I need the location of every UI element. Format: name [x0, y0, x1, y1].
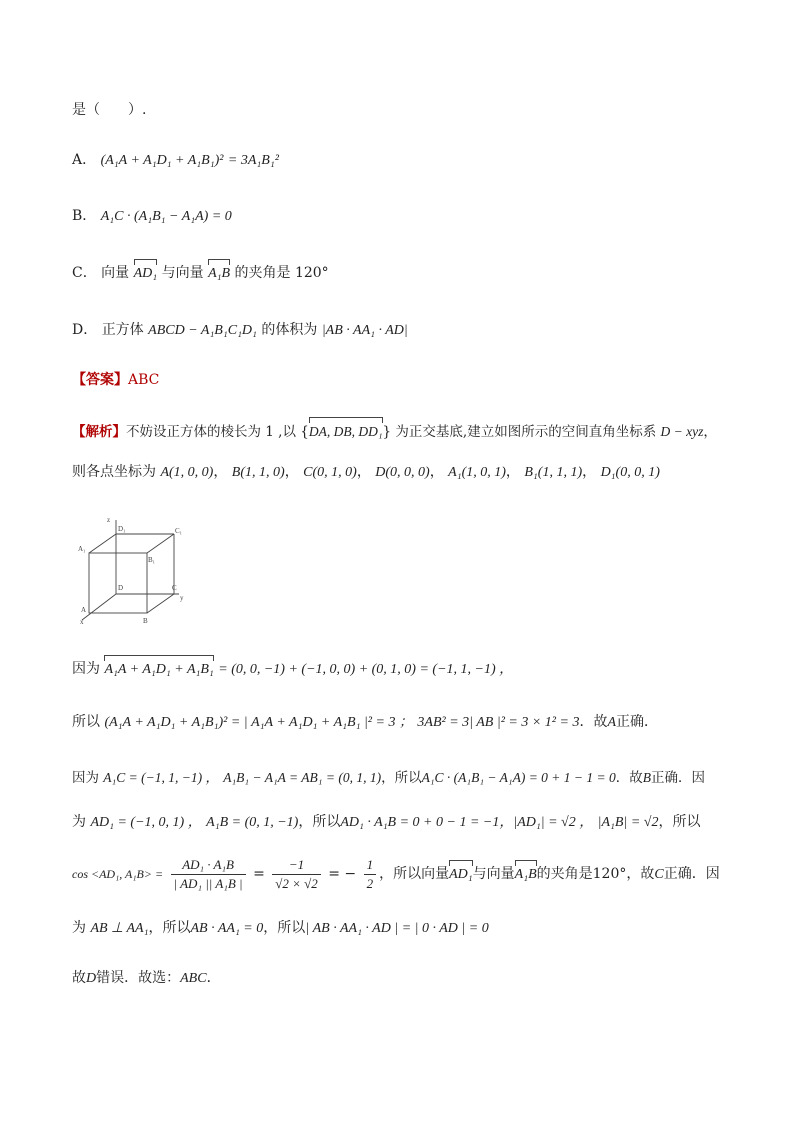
option-c: [72, 263, 329, 284]
l7-eq2: = −: [328, 866, 357, 882]
cube-figure: [72, 512, 192, 627]
option-d: [72, 320, 408, 341]
l4-letter: A: [607, 715, 617, 730]
coord-d: D(0, 0, 0): [375, 465, 430, 480]
l9-letter: D: [86, 971, 97, 986]
analysis-line-7: [72, 852, 720, 896]
l7-fraction-1: [171, 856, 246, 893]
label-a1: A₁: [78, 545, 86, 553]
l8-c: | AB · AA₁ · AD | = | 0 · AD | = 0: [305, 921, 489, 936]
option-b-label: B．: [72, 208, 97, 224]
l7-v2: A₁B: [515, 865, 537, 885]
l7-cos: cos <AD₁, A₁B> =: [72, 867, 164, 881]
l6-d: ，|AD₁| = √2 ，: [499, 815, 594, 830]
l7-f3-num: 1: [364, 856, 377, 875]
label-c1: C₁: [175, 527, 183, 535]
l8-pre: 为: [72, 920, 86, 936]
option-a-lhs: (A₁A + A₁D₁ + A₁B₁)²: [100, 153, 224, 168]
l7-mid: ，所以向量: [379, 866, 450, 882]
analysis-p1b: } 为正交基底,建立如图所示的空间直角坐标系: [382, 424, 657, 440]
coord-sep: ，: [429, 464, 444, 480]
label-z: z: [107, 516, 111, 524]
l7-mid3: 的夹角是: [536, 866, 593, 882]
option-c-mid: 与向量: [161, 265, 204, 281]
l9-end: ．: [206, 970, 221, 986]
analysis-tag: 【解析】: [72, 424, 126, 440]
l3-vectors: A₁A + A₁D₁ + A₁B₁: [104, 660, 213, 680]
option-c-vector-2: A₁B: [208, 264, 230, 284]
coord-c: C(0, 1, 0): [303, 465, 357, 480]
coord-sep: ，: [284, 464, 299, 480]
l5-c: A₁C · (A₁B₁ − A₁A) = 0 + 1 − 1 = 0: [421, 770, 616, 785]
l7-f1-num: AD₁ · A₁B: [171, 856, 246, 875]
analysis-p1c: ，: [703, 424, 717, 440]
analysis-line-2: [72, 462, 660, 483]
analysis-system: D − xyz: [660, 424, 704, 439]
label-d1: D₁: [118, 525, 126, 533]
l7-fraction-2: [272, 856, 321, 893]
l7-f3-den: 2: [366, 875, 374, 891]
l5-mid: ，所以: [381, 770, 422, 786]
label-c: C: [172, 584, 177, 592]
l6-pre: 为: [72, 814, 86, 830]
analysis-p1a: 不妨设正方体的棱长为 1 ,以 {: [126, 424, 309, 440]
edge-bottom-right: [147, 594, 174, 613]
l4-expr1: (A₁A + A₁D₁ + A₁B₁)² = | A₁A + A₁D₁ + A₁B₁ |² = 3 ；: [104, 715, 413, 730]
l7-letter: C: [654, 867, 664, 882]
l4-post: ．故: [579, 714, 608, 730]
option-b: [72, 206, 232, 227]
option-d-label: D．: [72, 322, 98, 338]
front-face: [89, 553, 147, 613]
analysis-line-4: [72, 712, 658, 733]
l6-end: ，所以: [658, 814, 701, 830]
answer-value: ABC: [128, 372, 160, 388]
analysis-line-1: [72, 422, 717, 442]
label-d: D: [118, 584, 124, 592]
l6-c: AD₁ · A₁B = 0 + 0 − 1 = −1: [340, 815, 500, 830]
l3-pre: 因为: [72, 661, 100, 677]
option-d-expr: |AB · AA₁ · AD|: [321, 323, 408, 338]
option-c-post: 的夹角是: [234, 265, 291, 281]
l6-b: A₁B = (0, 1, −1): [206, 815, 299, 830]
axis-x: [82, 594, 116, 620]
coord-a1: A₁(1, 0, 1): [448, 465, 506, 480]
l7-f2-den: √2 × √2: [275, 875, 318, 891]
l7-mid2: 与向量: [472, 866, 515, 882]
analysis-line-5: [72, 768, 705, 788]
analysis-line-6: [72, 812, 700, 833]
l5-pre: 因为: [72, 770, 99, 786]
edge-top-left: [89, 534, 116, 553]
coord-a: A(1, 0, 0): [160, 465, 214, 480]
coord-sep: ，: [505, 464, 520, 480]
label-y: y: [180, 594, 184, 602]
option-a-label: A．: [72, 152, 97, 168]
label-a: A: [81, 606, 87, 614]
analysis-line-9: [72, 968, 221, 989]
l4-expr2: 3AB² = 3| AB |² = 3 × 1² = 3: [417, 715, 580, 730]
option-c-angle: 120°: [294, 265, 329, 281]
analysis-basis: DA, DB, DD₁: [309, 422, 383, 442]
coord-sep: ，: [356, 464, 371, 480]
l7-post: ，故: [626, 866, 655, 882]
answer-line: [72, 370, 159, 390]
l5-end: 正确．因: [651, 770, 706, 786]
l5-b: A₁B₁ − A₁A = AB₁ = (0, 1, 1): [223, 770, 382, 785]
analysis-p2-pre: 则各点坐标为: [72, 464, 156, 480]
l6-mid: ，所以: [298, 814, 341, 830]
l5-letter: B: [642, 770, 652, 785]
analysis-line-8: [72, 918, 489, 939]
l5-a: A₁C = (−1, 1, −1) ，: [103, 770, 219, 785]
option-c-label: C．: [72, 265, 97, 281]
l7-f2-num: −1: [272, 856, 321, 875]
option-d-post: 的体积为: [261, 322, 318, 338]
l9-answer: ABC: [180, 971, 207, 986]
l5-post: ．故: [615, 770, 643, 786]
label-b: B: [143, 617, 148, 625]
l9-pre: 故: [72, 970, 86, 986]
question-stem-tail: [72, 100, 146, 120]
l8-mid2: ，所以: [263, 920, 306, 936]
label-x: x: [80, 618, 84, 626]
option-d-pre: 正方体: [101, 322, 144, 338]
coord-b: B(1, 1, 0): [231, 465, 285, 480]
l7-eq: =: [253, 866, 265, 882]
option-c-vector-1: AD₁: [134, 264, 158, 284]
l7-angle: 120°: [592, 866, 627, 882]
l7-v1: AD₁: [449, 865, 473, 885]
option-a: [72, 150, 279, 171]
l6-e: |A₁B| = √2: [597, 815, 659, 830]
l7-end: 正确．因: [663, 866, 720, 882]
l7-f1-den: | AD₁ || A₁B |: [173, 875, 243, 891]
stem-tail-text: 是（ ）.: [72, 102, 147, 118]
coord-d1: D₁(0, 0, 1): [600, 465, 660, 480]
edge-top-right: [147, 534, 174, 553]
l6-a: AD₁ = (−1, 0, 1) ，: [90, 815, 202, 830]
coord-b1: B₁(1, 1, 1): [524, 465, 583, 480]
l7-fraction-3: [364, 856, 377, 893]
l4-end: 正确．: [616, 714, 659, 730]
l8-a: AB ⊥ AA₁: [90, 921, 149, 936]
option-d-solid: ABCD − A₁B₁C₁D₁: [148, 323, 257, 338]
l8-mid: ，所以: [148, 920, 191, 936]
l9-mid: 错误．故选：: [96, 970, 181, 986]
coord-sep: ，: [582, 464, 597, 480]
label-b1: B₁: [148, 556, 156, 564]
coord-sep: ，: [213, 464, 228, 480]
l8-b: AB · AA₁ = 0: [190, 921, 264, 936]
option-a-rhs: = 3A₁B₁²: [227, 153, 279, 168]
analysis-line-3: [72, 659, 513, 680]
option-c-pre: 向量: [101, 265, 130, 281]
l4-pre: 所以: [72, 714, 100, 730]
option-b-expr: A₁C · (A₁B₁ − A₁A) = 0: [100, 209, 232, 224]
answer-tag: 【答案】: [72, 372, 128, 388]
l3-result: = (0, 0, −1) + (−1, 0, 0) + (0, 1, 0) = (−1, 1, −1) ，: [218, 662, 514, 677]
